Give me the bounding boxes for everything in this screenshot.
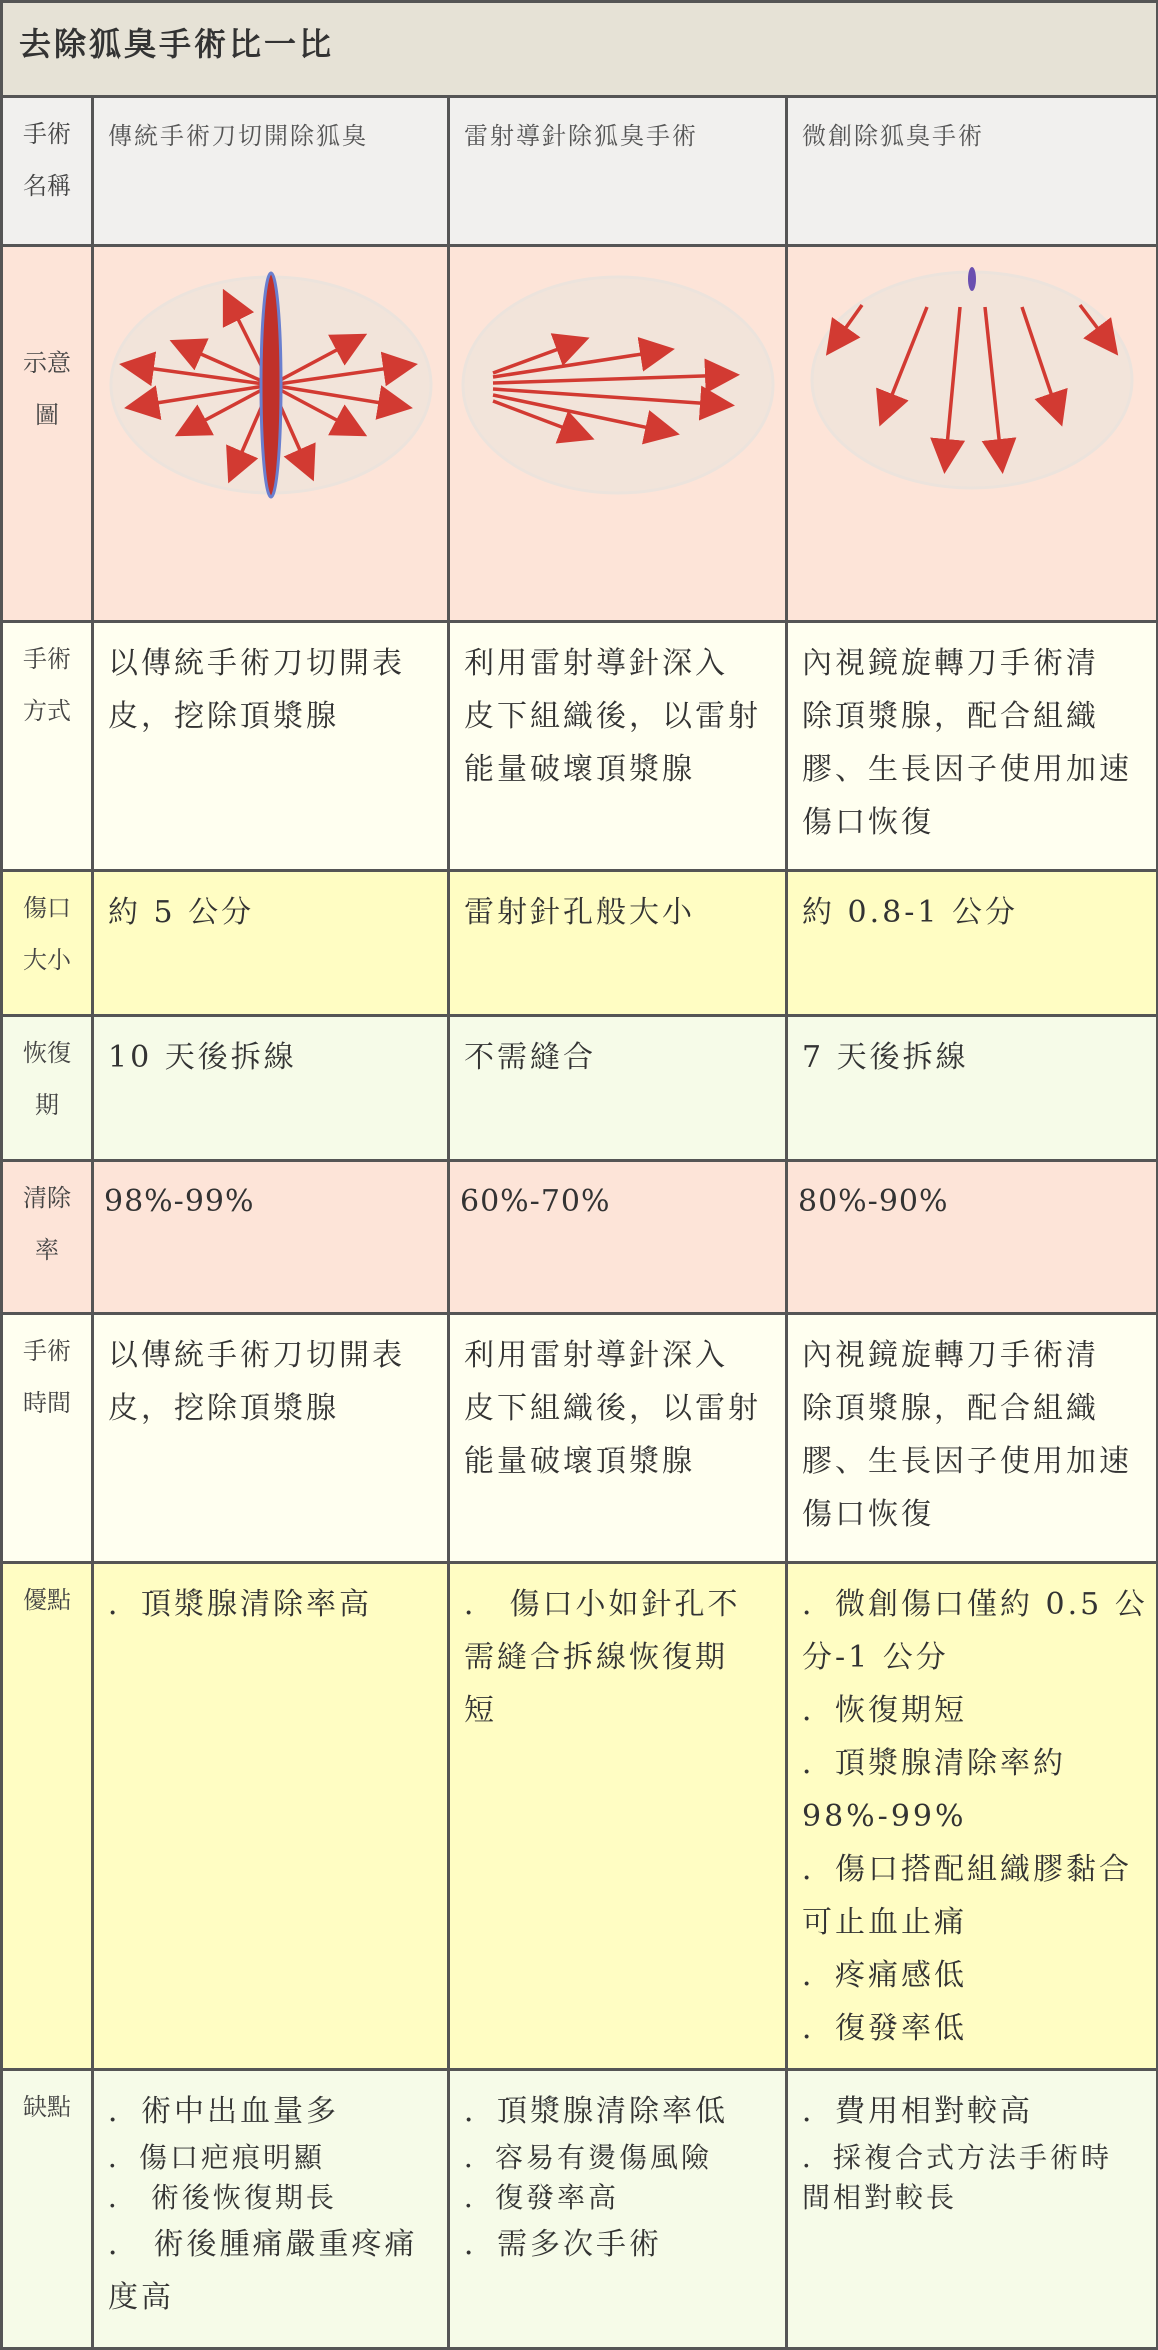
row-name bbox=[2, 97, 1158, 246]
text-line: 以傳統手術刀切開表 bbox=[108, 1338, 405, 1373]
time-minimally-invasive bbox=[787, 1314, 1158, 1563]
diagram-laser bbox=[449, 246, 787, 622]
text-line: 皮，挖除頂漿腺 bbox=[108, 1391, 339, 1426]
text-line: 內視鏡旋轉刀手術清 bbox=[802, 646, 1099, 681]
row-advantages bbox=[2, 1563, 1158, 2070]
rate-laser: 60%-70% bbox=[449, 1161, 787, 1314]
label-line: 優點 bbox=[23, 1586, 71, 1614]
text-line: 以傳統手術刀切開表 bbox=[108, 646, 405, 681]
label-line: 手術 bbox=[23, 120, 71, 148]
text-line: 利用雷射導針深入 bbox=[464, 1338, 728, 1373]
text-line: 除頂漿腺，配合組織 bbox=[802, 699, 1099, 734]
list-item: ．採複合式方法手術時 bbox=[802, 2141, 1113, 2174]
pros-laser bbox=[449, 1563, 787, 2070]
text-line: 能量破壞頂漿腺 bbox=[464, 752, 695, 787]
label-line: 清除 bbox=[23, 1184, 71, 1212]
row-label-cons bbox=[2, 2070, 93, 2349]
row-disadvantages bbox=[2, 2070, 1158, 2349]
rate-traditional: 98%-99% bbox=[93, 1161, 449, 1314]
list-item: ．恢復期短 bbox=[802, 1693, 967, 1728]
recovery-laser: 不需縫合 bbox=[449, 1016, 787, 1161]
list-item: ．傷口搭配組織膠黏合 bbox=[802, 1852, 1132, 1887]
list-item: 98%-99% bbox=[802, 1799, 967, 1834]
wound-minimally-invasive: 約 0.8-1 公分 bbox=[787, 871, 1158, 1016]
row-diagram bbox=[2, 246, 1158, 622]
row-wound-size bbox=[2, 871, 1158, 1016]
row-method bbox=[2, 622, 1158, 871]
row-label-time bbox=[2, 1314, 93, 1563]
row-label-method bbox=[2, 622, 93, 871]
row-label-rate bbox=[2, 1161, 93, 1314]
method-minimally-invasive bbox=[787, 622, 1158, 871]
pros-traditional bbox=[93, 1563, 449, 2070]
list-item: ．術中出血量多 bbox=[108, 2094, 339, 2129]
list-item: 可止血止痛 bbox=[802, 1905, 967, 1940]
row-clearance-rate bbox=[2, 1161, 1158, 1314]
label-line: 方式 bbox=[23, 697, 71, 725]
method-laser bbox=[449, 622, 787, 871]
list-item: 需縫合拆線恢復期 bbox=[464, 1640, 728, 1675]
list-item: ．頂漿腺清除率高 bbox=[108, 1587, 372, 1622]
text-line: 膠、生長因子使用加速 bbox=[802, 1444, 1132, 1479]
text-line: 皮下組織後，以雷射 bbox=[464, 1391, 761, 1426]
time-traditional bbox=[93, 1314, 449, 1563]
text-line: 傷口恢復 bbox=[802, 1497, 934, 1532]
text-line: 皮，挖除頂漿腺 bbox=[108, 699, 339, 734]
table-title: 去除狐臭手術比一比 bbox=[2, 2, 1158, 97]
col-header-traditional: 傳統手術刀切開除狐臭 bbox=[93, 97, 449, 246]
wound-laser: 雷射針孔般大小 bbox=[449, 871, 787, 1016]
row-recovery bbox=[2, 1016, 1158, 1161]
text-line: 利用雷射導針深入 bbox=[464, 646, 728, 681]
label-line: 大小 bbox=[23, 946, 71, 974]
list-item: ． 術後恢復期長 bbox=[108, 2181, 337, 2214]
method-traditional bbox=[93, 622, 449, 871]
row-label-wound bbox=[2, 871, 93, 1016]
recovery-traditional: 10 天後拆線 bbox=[93, 1016, 449, 1161]
row-label-recovery bbox=[2, 1016, 93, 1161]
row-label-name bbox=[2, 97, 93, 246]
time-laser bbox=[449, 1314, 787, 1563]
label-line: 率 bbox=[35, 1236, 59, 1264]
label-line: 傷口 bbox=[23, 894, 71, 922]
text-line: 除頂漿腺，配合組織 bbox=[802, 1391, 1099, 1426]
list-item: ．傷口疤痕明顯 bbox=[108, 2141, 326, 2174]
cons-minimally-invasive bbox=[787, 2070, 1158, 2349]
list-item: ．復發率低 bbox=[802, 2011, 967, 2046]
endoscopic-diagram bbox=[802, 265, 1142, 505]
list-item: ． 術後腫痛嚴重疼痛 bbox=[108, 2227, 418, 2262]
label-line: 缺點 bbox=[23, 2093, 71, 2121]
list-item: 度高 bbox=[108, 2280, 174, 2315]
list-item: ． 傷口小如針孔不 bbox=[464, 1587, 741, 1622]
label-line: 圖 bbox=[35, 401, 59, 429]
label-line: 時間 bbox=[23, 1389, 71, 1417]
list-item: 短 bbox=[464, 1693, 497, 1728]
traditional-incision-diagram bbox=[106, 265, 436, 505]
col-header-laser: 雷射導針除狐臭手術 bbox=[449, 97, 787, 246]
list-item: ．復發率高 bbox=[464, 2181, 620, 2214]
title-row bbox=[2, 2, 1158, 97]
pros-minimally-invasive bbox=[787, 1563, 1158, 2070]
list-item: 分-1 公分 bbox=[802, 1640, 949, 1675]
label-line: 手術 bbox=[23, 645, 71, 673]
rate-minimally-invasive: 80%-90% bbox=[787, 1161, 1158, 1314]
label-line: 期 bbox=[35, 1091, 59, 1119]
text-line: 內視鏡旋轉刀手術清 bbox=[802, 1338, 1099, 1373]
text-line: 膠、生長因子使用加速 bbox=[802, 752, 1132, 787]
text-line: 皮下組織後，以雷射 bbox=[464, 699, 761, 734]
laser-needle-diagram bbox=[458, 265, 778, 505]
row-label-diagram bbox=[2, 246, 93, 622]
cons-traditional bbox=[93, 2070, 449, 2349]
list-item: ．微創傷口僅約 0.5 公 bbox=[802, 1587, 1148, 1622]
recovery-minimally-invasive: 7 天後拆線 bbox=[787, 1016, 1158, 1161]
list-item: ．頂漿腺清除率低 bbox=[464, 2094, 728, 2129]
list-item: ．費用相對較高 bbox=[802, 2094, 1033, 2129]
label-line: 名稱 bbox=[23, 172, 71, 200]
label-line: 恢復 bbox=[23, 1039, 71, 1067]
list-item: ．容易有燙傷風險 bbox=[464, 2141, 713, 2174]
label-line: 手術 bbox=[23, 1337, 71, 1365]
col-header-minimally-invasive: 微創除狐臭手術 bbox=[787, 97, 1158, 246]
text-line: 能量破壞頂漿腺 bbox=[464, 1444, 695, 1479]
wound-traditional: 約 5 公分 bbox=[93, 871, 449, 1016]
row-label-pros bbox=[2, 1563, 93, 2070]
text-line: 傷口恢復 bbox=[802, 805, 934, 840]
diagram-traditional bbox=[93, 246, 449, 622]
list-item: ．頂漿腺清除率約 bbox=[802, 1746, 1066, 1781]
row-surgery-time bbox=[2, 1314, 1158, 1563]
diagram-minimally-invasive bbox=[787, 246, 1158, 622]
list-item: 間相對較長 bbox=[802, 2181, 958, 2214]
label-line: 示意 bbox=[23, 349, 71, 377]
list-item: ．疼痛感低 bbox=[802, 1958, 967, 1993]
cons-laser bbox=[449, 2070, 787, 2349]
list-item: ．需多次手術 bbox=[464, 2227, 662, 2262]
